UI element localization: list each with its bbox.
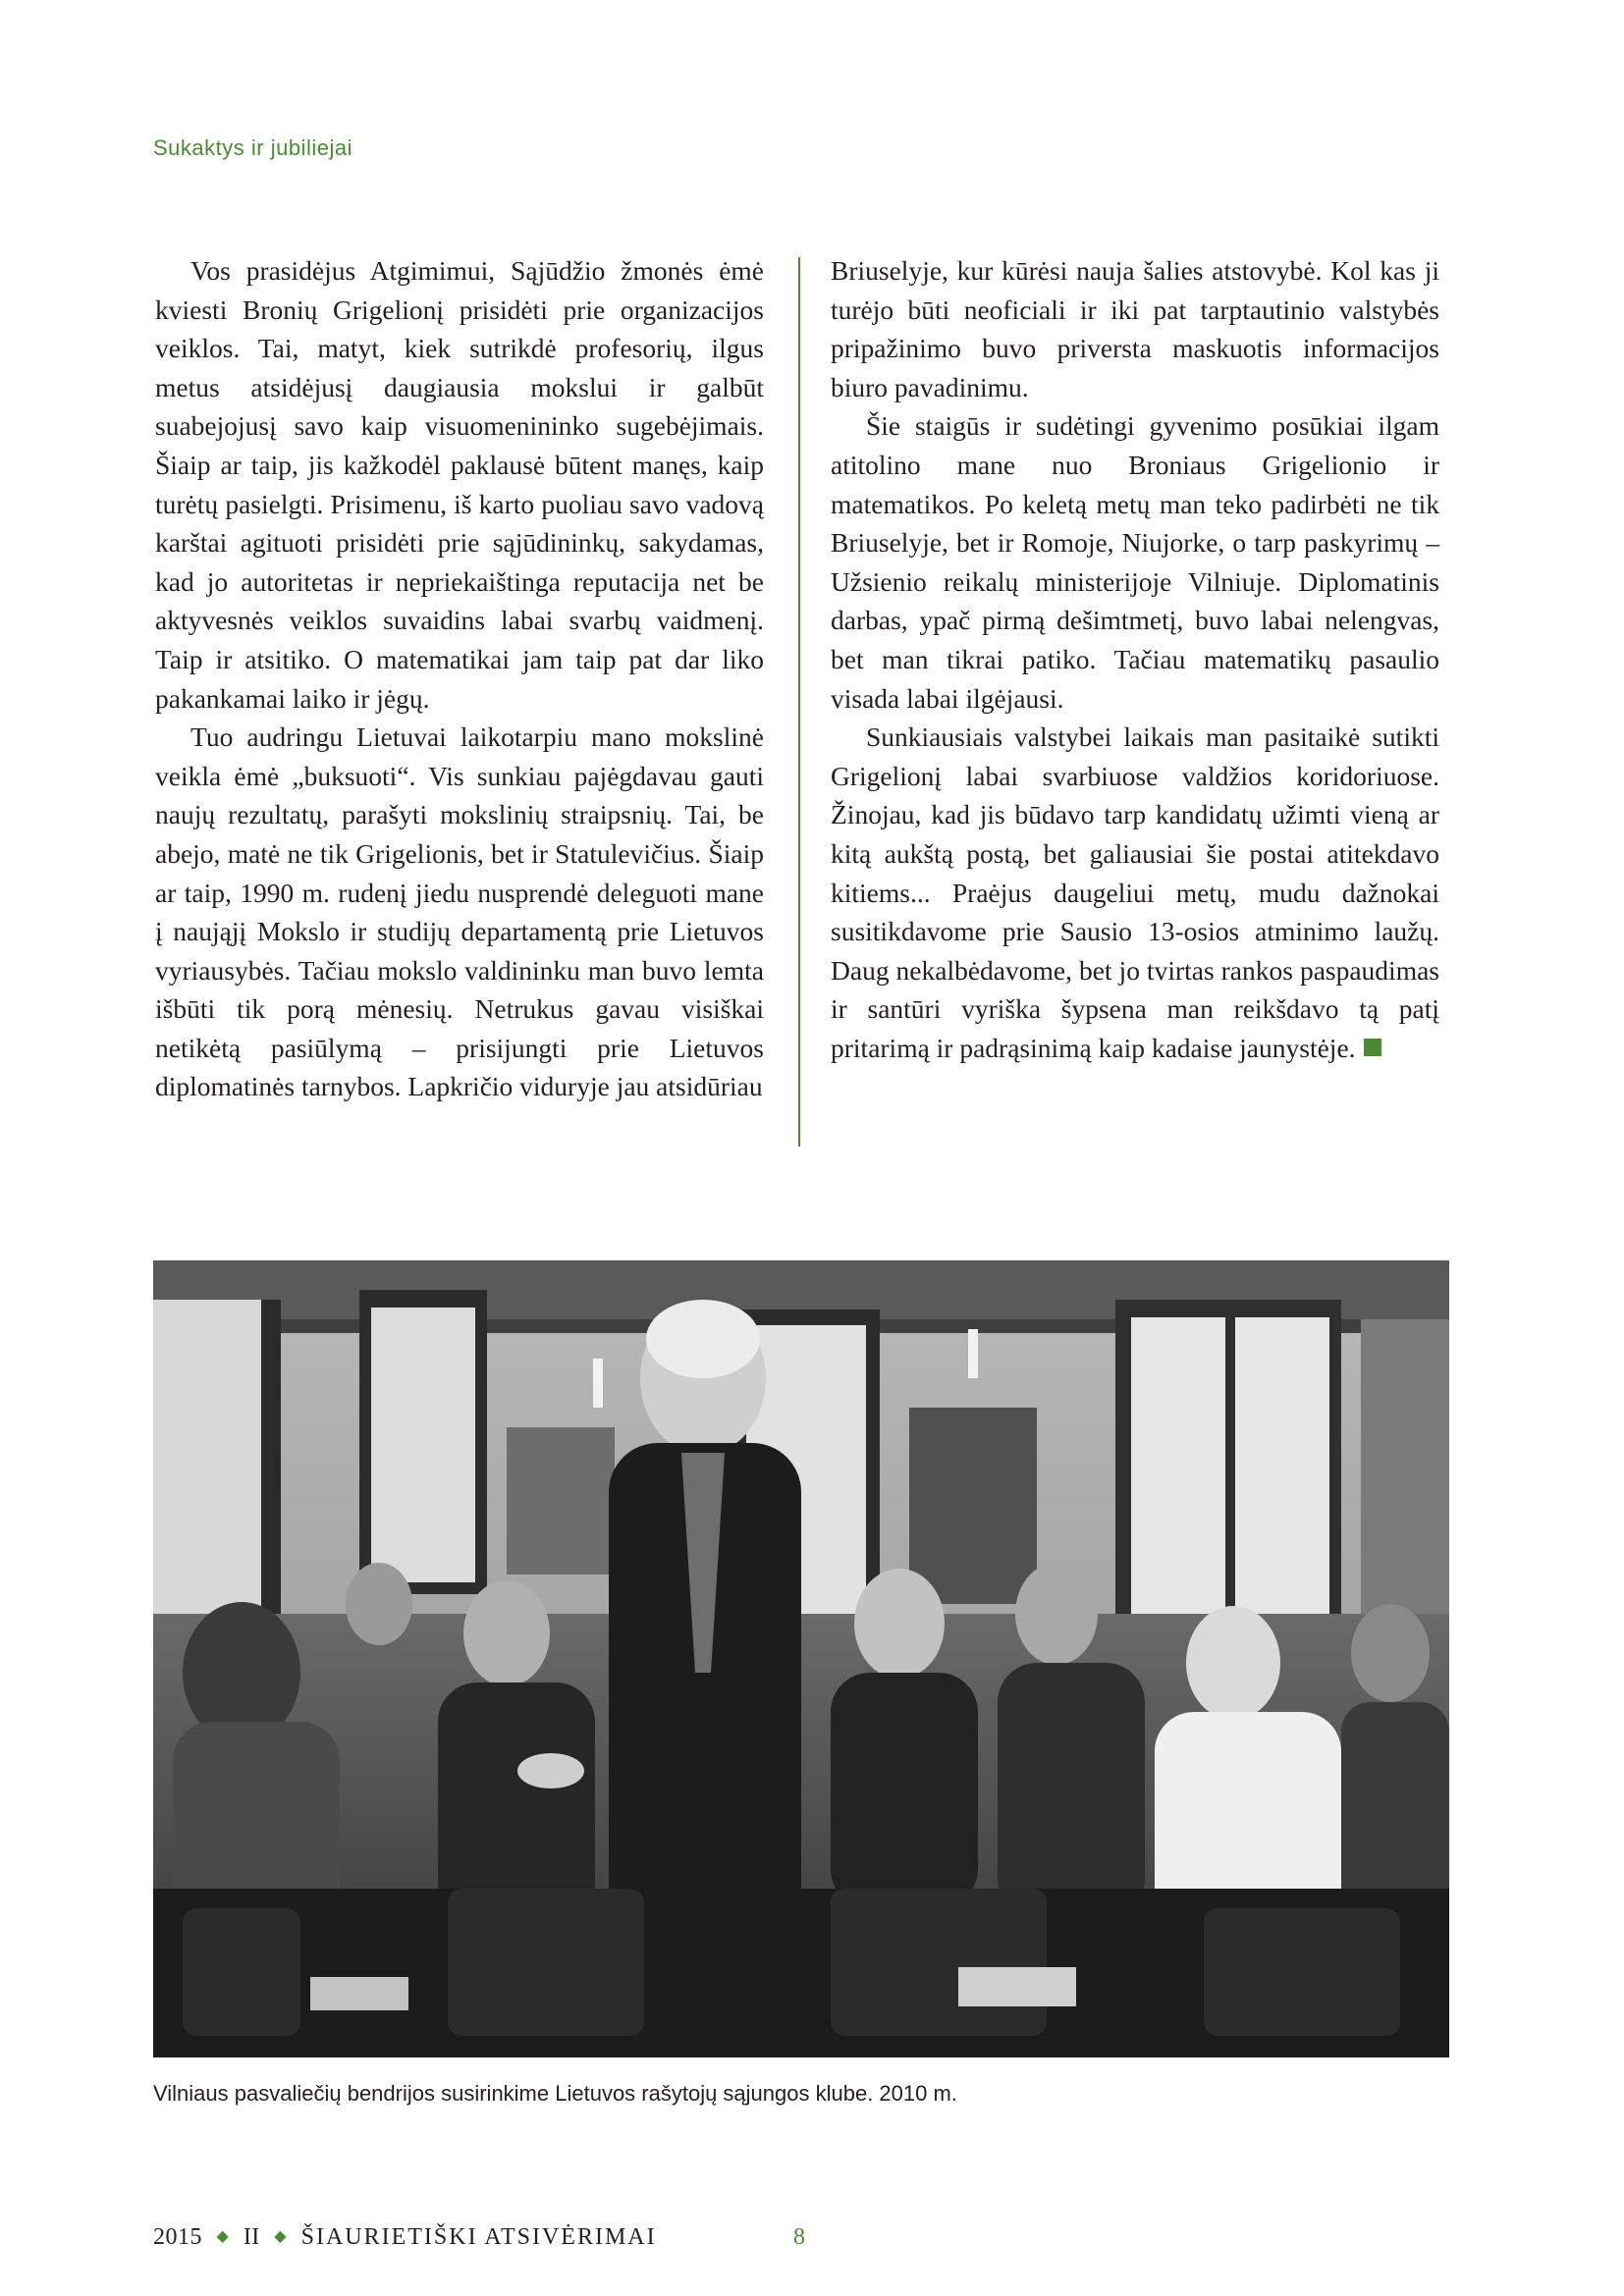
photo-caption: Vilniaus pasvaliečių bendrijos susirinkime Lietuvos rašytojų sąjungos klube. 2010 m. <box>153 2081 957 2106</box>
meeting-photo-illustration <box>153 1260 1449 2057</box>
paragraph: Tuo audringu Lietuvai laikotarpiu mano mokslinė veikla ėmė „buksuoti“. Vis sunkiau pajėgdavau gauti naujų rezultatų, parašyti mokslinių straipsnių. Tai, be abejo, matė ne tik Grigelionis, bet ir Statulevičius. Šiaip ar taip, 1990 m. rudenį jiedu nusprendė deleguoti mane į naująjį Mokslo ir studijų departamentą prie Lietuvos vyriausybės. Tačiau mokslo valdininku man buvo lemta išbūti tik porą mėnesių. Netrukus gavau visiškai netikėtą pasiūlymą – prisijungti prie Lietuvos diplomatinės tarnybos. Lapkričio viduryje jau atsidūriau <box>155 721 764 1102</box>
paragraph <box>831 718 1439 1067</box>
footer-journal-title: ŠIAURIETIŠKI ATSIVĖRIMAI <box>300 2224 657 2250</box>
diamond-separator-icon: ◆ <box>216 2228 230 2245</box>
page-footer <box>153 2224 657 2251</box>
running-head: Sukaktys ir jubiliejai <box>153 135 352 160</box>
paragraph: Šie staigūs ir sudėtingi gyvenimo posūkiai ilgam atitolino mane nuo Broniaus Grigelionio ir matematikos. Po keletą metų man teko padirbėti ne tik Briuselyje, bet ir Romoje, Niujorke, o tarp paskyrimų – Užsienio reikalų ministerijoje Vilniuje. Diplomatinis darbas, ypač pirmą dešimtmetį, buvo labai nelengvas, bet man tikrai patiko. Tačiau matematikų pasaulio visada labai ilgėjausi. <box>831 410 1439 714</box>
article-left-column <box>155 251 764 1106</box>
paragraph: Briuselyje, kur kūrėsi nauja šalies atstovybė. Kol kas ji turėjo būti neoficiali ir iki pat tarptautinio valstybės pripažinimo buvo priversta maskuotis informacijos biuro pavadinimu. <box>831 255 1439 402</box>
meeting-photo <box>153 1260 1449 2057</box>
diamond-separator-icon: ◆ <box>274 2228 288 2245</box>
page-number: 8 <box>793 2224 805 2250</box>
end-of-article-mark <box>1364 1039 1381 1056</box>
paragraph: Vos prasidėjus Atgimimui, Sąjūdžio žmonės ėmė kviesti Bronių Grigelionį prisidėti prie organizacijos veiklos. Tai, matyt, kiek sutrikdė profesorių, ilgus metus atsidėjusį daugiausia mokslui ir galbūt suabejojusį savo kaip visuomenininko sugebėjimais. Šiaip ar taip, jis kažkodėl paklausė būtent manęs, kaip turėtų pasielgti. Prisimenu, iš karto puoliau savo vadovą karštai agituoti prisidėti prie sąjūdininkų, sakydamas, kad jo autoritetas ir nepriekaištinga reputacija net be aktyvesnės veiklos suvaidins labai svarbų vaidmenį. Taip ir atsitiko. O matematikai jam taip pat dar liko pakankamai laiko ir jėgų. <box>155 255 764 714</box>
article-right-column <box>831 251 1439 1067</box>
paragraph-text: Sunkiausiais valstybei laikais man pasitaikė sutikti Grigelionį labai svarbiuose valdžios koridoriuose. Žinojau, kad jis būdavo tarp kandidatų užimti vieną ar kitą aukštą postą, bet galiausiai šie postai atitekdavo kitiems... Praėjus daugeliui metų, mudu dažnokai susitikdavome prie Sausio 13-osios atminimo laužų. Daug nekalbėdavome, bet jo tvirtas rankos paspaudimas ir santūri vyriška šypsena man reikšdavo tą patį pritarimą ir padrąsinimą kaip kadaise jaunystėje. <box>831 721 1439 1063</box>
footer-year: 2015 <box>153 2224 202 2250</box>
column-divider <box>798 257 800 1147</box>
footer-issue: II <box>243 2224 260 2250</box>
